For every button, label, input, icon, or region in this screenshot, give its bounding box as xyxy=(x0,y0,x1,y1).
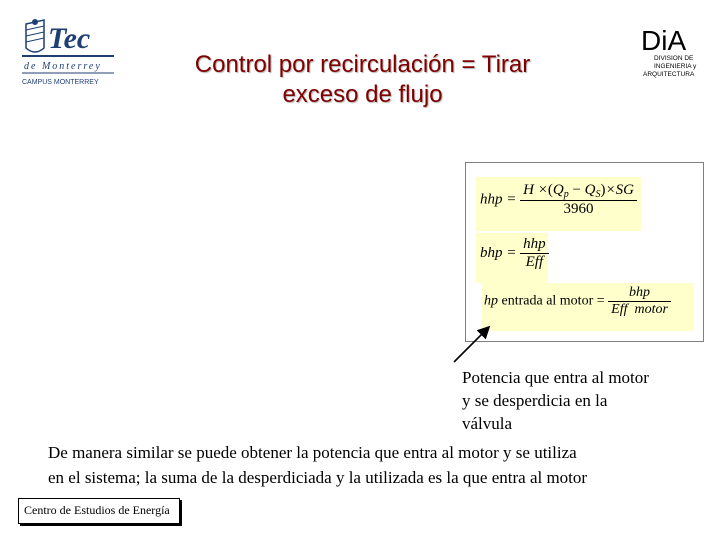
hhp-num-qs-sub: S xyxy=(595,189,601,200)
bhp-denominator: Eff xyxy=(525,254,544,270)
hp-denominator xyxy=(608,302,671,318)
pointer-arrow-icon xyxy=(448,322,498,368)
tec-brand-text: Tec xyxy=(48,22,91,55)
hp-eq: = xyxy=(596,293,605,309)
tec-monterrey-logo xyxy=(18,16,118,92)
bhp-fraction xyxy=(520,236,549,271)
paren-close: ) xyxy=(600,182,606,198)
hhp-num-qp-sub: p xyxy=(563,189,569,200)
dia-line2-text: INGENIERIA y xyxy=(654,63,697,70)
hhp-formula xyxy=(480,182,637,218)
hhp-num-minus: − xyxy=(572,182,581,198)
hhp-lhs: hhp = xyxy=(480,191,517,208)
hp-lhs-text: entrada al motor xyxy=(501,293,594,309)
footer-label xyxy=(18,498,180,524)
body-paragraph xyxy=(48,440,708,490)
dia-logo xyxy=(640,24,702,80)
page-title xyxy=(120,50,605,110)
hp-numerator: bhp xyxy=(608,285,671,302)
dia-line1-text: DIVISION DE xyxy=(654,55,694,62)
page-title-line2: exceso de flujo xyxy=(282,81,443,108)
formula-caption xyxy=(462,366,702,435)
hp-fraction xyxy=(608,285,671,318)
dia-line3-text: ARQUITECTURA xyxy=(643,71,695,78)
hhp-num-qs: Q xyxy=(584,182,596,198)
bhp-formula xyxy=(480,236,549,271)
caption-line2: y se desperdicia en la xyxy=(462,391,608,410)
hhp-denominator: 3960 xyxy=(563,201,594,217)
hhp-num-h: H × xyxy=(523,182,548,198)
bhp-numerator: hhp xyxy=(520,236,549,254)
hp-lhs-var: hp xyxy=(484,293,498,309)
tec-campus-text: CAMPUS MONTERREY xyxy=(22,79,99,86)
hhp-numerator xyxy=(520,182,637,201)
body-line2: en el sistema; la suma de la desperdiciada y la utilizada es la que entra al motor xyxy=(48,468,588,487)
hhp-num-qp: Q xyxy=(552,182,564,198)
tec-shield-icon xyxy=(26,19,44,52)
paren-open: ( xyxy=(547,182,553,198)
dia-brand-text: DiA xyxy=(641,25,687,56)
page-title-line1: Control por recirculación = Tirar xyxy=(194,51,531,78)
hp-formula xyxy=(484,285,671,318)
caption-line1: Potencia que entra al motor xyxy=(462,368,649,387)
formula-box xyxy=(465,162,704,342)
caption-line3: válvula xyxy=(462,414,513,433)
hp-den-var: Eff xyxy=(611,302,628,317)
footer-text: Centro de Estudios de Energía xyxy=(24,503,170,517)
hhp-num-sg: ×SG xyxy=(605,182,634,198)
hhp-fraction xyxy=(520,182,637,218)
bhp-lhs: bhp = xyxy=(480,244,517,261)
hp-den-text: motor xyxy=(634,302,668,317)
body-line1: De manera similar se puede obtener la potencia que entra al motor y se utiliza xyxy=(48,443,577,462)
tec-subtitle-text: de Monterrey xyxy=(24,61,102,72)
